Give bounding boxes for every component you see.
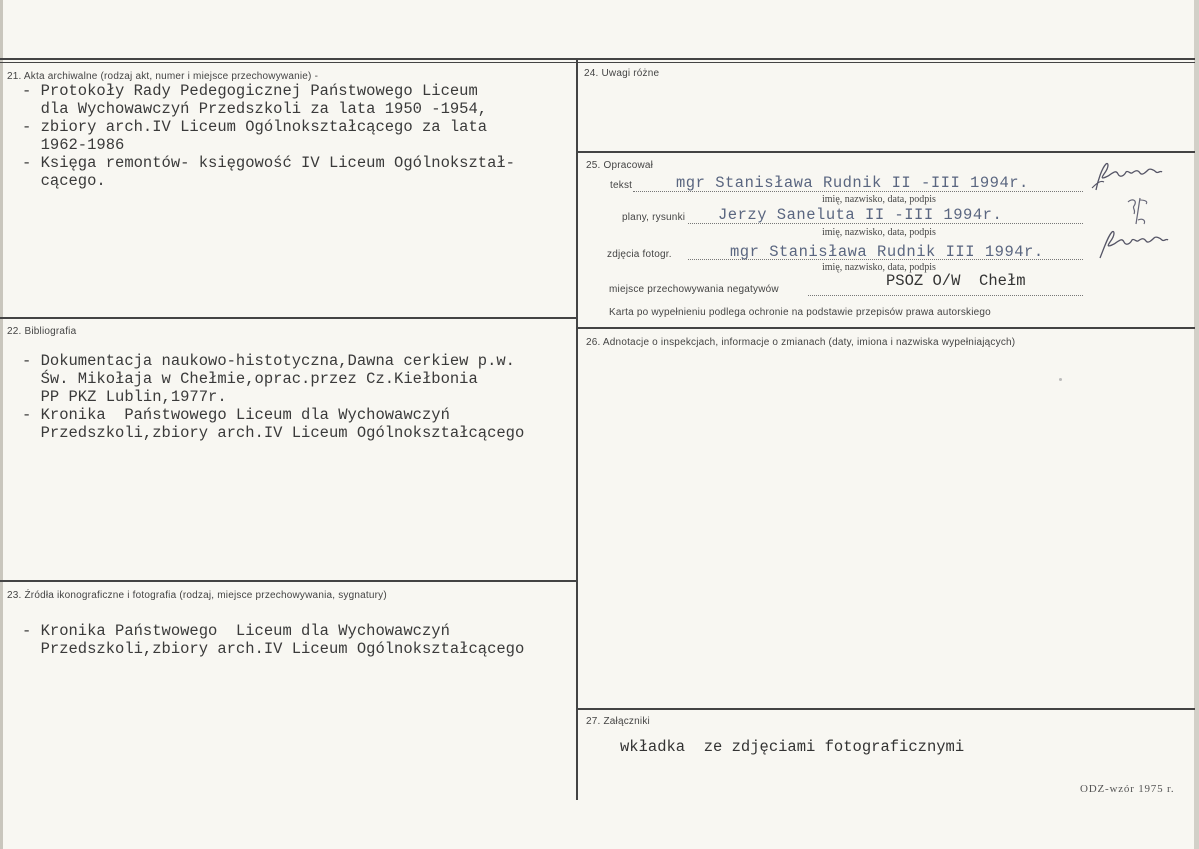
paper-edge-left <box>0 0 3 849</box>
copyright-note: Karta po wypełnieniu podlega ochronie na podstawie przepisów prawa autorskiego <box>609 307 991 318</box>
section-22-line: - Kronika Państwowego Liceum dla Wychowawczyń <box>22 406 450 424</box>
tekst-caption: imię, nazwisko, data, podpis <box>822 194 936 205</box>
section-24-label: 24. Uwagi różne <box>584 68 660 79</box>
section-23-line: - Kronika Państwowego Liceum dla Wychowawczyń <box>22 622 450 640</box>
zdjecia-caption: imię, nazwisko, data, podpis <box>822 262 936 273</box>
top-border <box>0 58 1195 60</box>
paper-edge-right <box>1194 0 1199 849</box>
paper-speck <box>1059 378 1062 381</box>
section-21-label: 21. Akta archiwalne (rodzaj akt, numer i miejsce przechowywanie) - <box>7 71 319 82</box>
section-21-line: cącego. <box>22 172 106 190</box>
section-21-line: - Protokoły Rady Pedegogicznej Państwowego Liceum <box>22 82 478 100</box>
initials-icon <box>1122 194 1152 230</box>
divider-26-27 <box>576 708 1195 710</box>
negatywy-dotted-line <box>808 295 1083 296</box>
top-border-inner <box>0 62 1195 63</box>
section-21-line: dla Wychowawczyń Przedszkoli za lata 1950 -1954, <box>22 100 488 118</box>
zdjecia-value: mgr Stanisława Rudnik III 1994r. <box>730 243 1044 261</box>
section-22-line: - Dokumentacja naukowo-histotyczna,Dawna cerkiew p.w. <box>22 352 515 370</box>
plany-value: Jerzy Saneluta II -III 1994r. <box>718 206 1003 224</box>
section-27-value: wkładka ze zdjęciami fotograficznymi <box>620 738 965 756</box>
zdjecia-label: zdjęcia fotogr. <box>607 249 672 260</box>
center-divider <box>576 60 578 800</box>
divider-21-22 <box>0 317 576 319</box>
plany-label: plany, rysunki <box>622 212 686 223</box>
section-21-line: - Księga remontów- księgowość IV Liceum Ogólnokształ- <box>22 154 515 172</box>
signature-icon <box>1088 160 1168 194</box>
section-22-line: Przedszkoli,zbiory arch.IV Liceum Ogólnokształcącego <box>22 424 525 442</box>
tekst-value: mgr Stanisława Rudnik II -III 1994r. <box>676 174 1029 192</box>
section-23-line: Przedszkoli,zbiory arch.IV Liceum Ogólnokształcącego <box>22 640 525 658</box>
section-21-line: - zbiory arch.IV Liceum Ogólnokształcącego za lata <box>22 118 488 136</box>
section-22-line: PP PKZ Lublin,1977r. <box>22 388 227 406</box>
section-22-line: Św. Mikołaja w Chełmie,oprac.przez Cz.Kiełbonia <box>22 370 478 388</box>
section-23-label: 23. Źródła ikonograficzne i fotografia (rodzaj, miejsce przechowywania, sygnatury) <box>7 590 387 601</box>
tekst-label: tekst <box>610 180 633 191</box>
form-code: ODZ-wzór 1975 r. <box>1080 783 1175 795</box>
section-22-label: 22. Bibliografia <box>7 326 77 337</box>
section-25-label: 25. Opracował <box>586 160 654 171</box>
negatywy-value: PSOZ O/W Chełm <box>886 272 1026 290</box>
section-21-line: 1962-1986 <box>22 136 125 154</box>
section-27-label: 27. Załączniki <box>586 716 650 727</box>
section-26-label: 26. Adnotacje o inspekcjach, informacje o zmianach (daty, imiona i nazwiska wypełniających) <box>586 337 1016 348</box>
divider-22-23 <box>0 580 576 582</box>
negatywy-label: miejsce przechowywania negatywów <box>609 284 779 295</box>
divider-25-26 <box>576 327 1195 329</box>
divider-24-25 <box>576 151 1195 153</box>
signature-icon <box>1094 226 1174 262</box>
plany-caption: imię, nazwisko, data, podpis <box>822 227 936 238</box>
